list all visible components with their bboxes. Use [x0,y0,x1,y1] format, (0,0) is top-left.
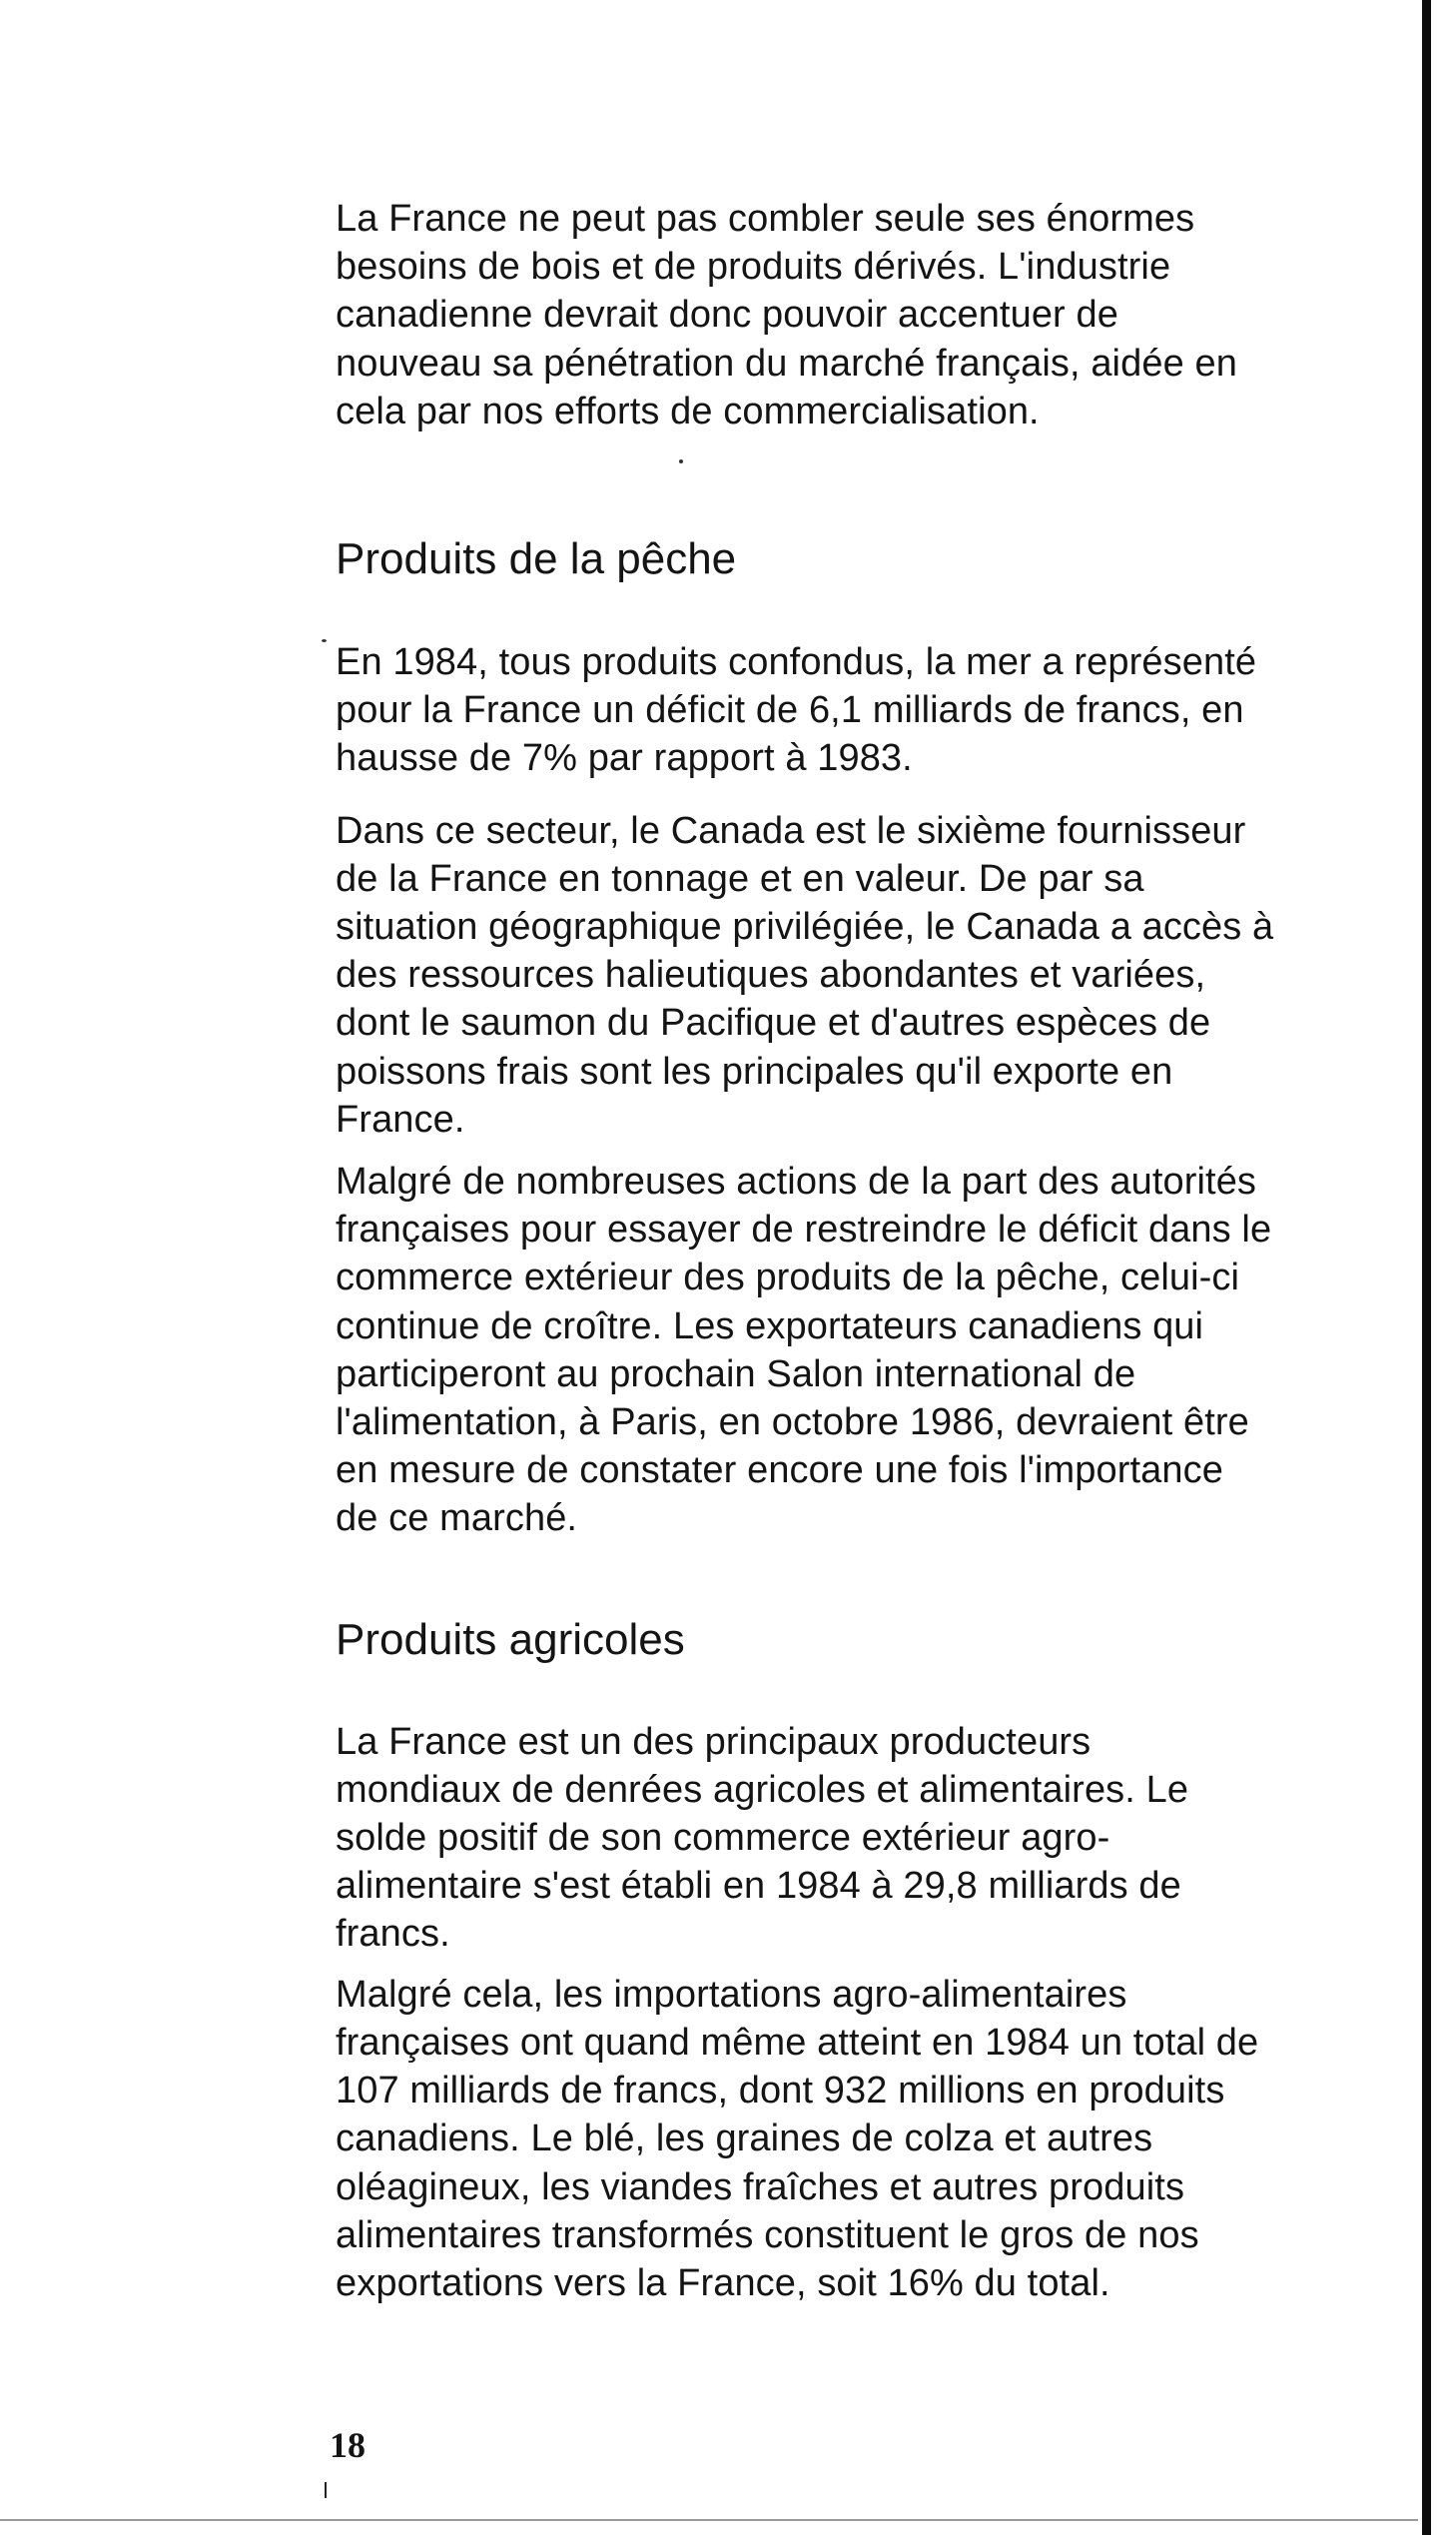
scan-speck [322,639,327,642]
fisheries-paragraph-3: Malgré de nombreuses actions de la part des autorités françaises pour essayer de restreindre le déficit dans le commerce extérieur des produits de la pêche, celui-ci continue de croître. Les exportateurs canadiens qui participeront au prochain Salon international de l'alimentation, à Paris, en octobre 1986, devraient être en mesure de constater encore une fois l'importance de ce marché. [336,1161,1272,1540]
intro-paragraph: La France ne peut pas combler seule ses énormes besoins de bois et de produits dérivés. L'industrie canadienne devrait donc pouvoir accentuer de nouveau sa pénétration du marché français, aidée en cela par nos efforts de commercialisation. [336,198,1237,432]
agriculture-paragraph-1: La France est un des principaux producteurs mondiaux de denrées agricoles et alimentaires. Le solde positif de son commerce extérieur agro- alimentaire s'est établi en 1984 à 29,8 milliards de francs. [336,1720,1189,1956]
fisheries-paragraph-2: Dans ce secteur, le Canada est le sixième fournisseur de la France en tonnage et en valeur. De par sa situation géographique privilégiée, le Canada a accès à des ressources halieutiques abondantes et variées, dont le saumon du Pacifique et d'autres espèces de poissons frais sont les principales qu'il exporte en France. [336,809,1274,1141]
section-heading-agriculture: Produits agricoles [336,1614,685,1664]
page-binding-edge [1422,0,1431,2535]
margin-tick-mark [325,2482,327,2498]
bottom-rule [0,2519,1418,2521]
document-body [336,195,1354,2307]
section-heading-fisheries: Produits de la pêche [336,534,737,584]
page-number: 18 [330,2425,365,2465]
fisheries-paragraph-1: En 1984, tous produits confondus, la mer a représenté pour la France un déficit de 6,1 milliards de francs, en hausse de 7% par rapport à 1983. [336,641,1257,780]
agriculture-paragraph-2: Malgré cela, les importations agro-alimentaires françaises ont quand même atteint en 1984 un total de 107 milliards de francs, dont 932 millions en produits canadiens. Le blé, les graines de colza et autres oléagineux, les viandes fraîches et autres produits alimentaires transformés constituent le gros de nos exportations vers la France, soit 16% du total. [336,1973,1259,2304]
